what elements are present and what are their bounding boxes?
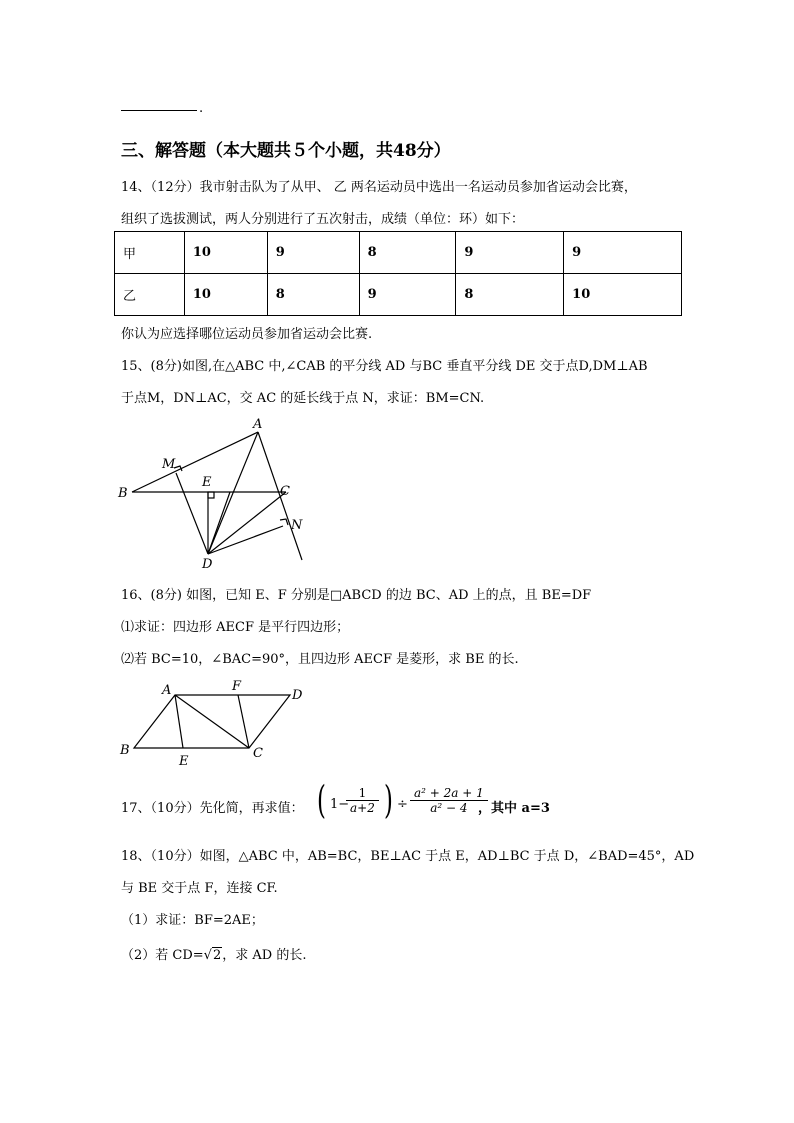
label-E: E <box>179 754 189 769</box>
label-N: N <box>291 518 303 533</box>
q16-part1: ⑴求证：四边形 AECF 是平行四边形； <box>121 620 350 635</box>
label-D: D <box>292 688 303 703</box>
q18-part1: （1）求证：BF=2AE； <box>121 913 264 928</box>
label-A: A <box>253 417 263 432</box>
label-C: C <box>280 484 290 499</box>
q16-part2: ⑵若 BC=10，∠BAC=90°，且四边形 AECF 是菱形，求 BE 的长. <box>121 652 519 667</box>
q14-line2: 组织了选拔测试，两人分别进行了五次射击，成绩（单位：环）如下： <box>121 212 525 227</box>
sqrt-sign: √ <box>203 948 212 963</box>
label-D: D <box>202 557 213 570</box>
score-cell: 9 <box>564 232 682 274</box>
blank-period: . <box>199 101 204 116</box>
q14-line1: 14、（12分）我市射击队为了从甲、 乙 两名运动员中选出一名运动员参加省运动会比赛， <box>121 180 637 195</box>
q18-line2: 与 BE 交于点 F，连接 CF. <box>121 881 278 896</box>
section-title: 三、解答题（本大题共５个小题，共48分） <box>121 141 451 161</box>
label-M: M <box>162 457 176 472</box>
score-cell: 10 <box>184 274 267 316</box>
q17-prefix: 17、（10分）先化简，再求值： <box>121 801 304 816</box>
table-row <box>115 232 682 274</box>
q14-question: 你认为应选择哪位运动员参加省运动会比赛. <box>121 327 373 342</box>
q17-suffix: ，其中 a=3 <box>478 801 550 816</box>
score-cell: 10 <box>564 274 682 316</box>
label-C: C <box>253 746 263 761</box>
label-B: B <box>118 486 128 501</box>
q18-part2-prefix: （2）若 CD= <box>121 948 204 963</box>
fraction-1-denominator: a+2 <box>350 801 375 815</box>
label-E: E <box>202 475 212 490</box>
score-table <box>114 231 682 316</box>
right-paren: ) <box>383 778 393 822</box>
score-cell: 8 <box>456 274 564 316</box>
q15-line2: 于点M，DN⊥AC，交 AC 的延长线于点 N，求证：BM=CN. <box>121 391 485 406</box>
fraction-1-numerator: 1 <box>358 786 367 800</box>
fraction-2 <box>410 786 488 815</box>
q15-line1: 15、(8分)如图,在△ABC 中,∠CAB 的平分线 AD 与BC 垂直平分线 DE 交于点D,DM⊥AB <box>121 359 648 374</box>
fraction-2-numerator: a² + 2a + 1 <box>414 786 484 800</box>
division-sign: ÷ <box>397 797 408 812</box>
q18-part2-suffix: ，求 AD 的长. <box>222 948 307 963</box>
athlete-name: 乙 <box>115 274 185 316</box>
q15-figure <box>110 410 310 570</box>
sqrt-argument: 2 <box>212 948 222 963</box>
left-paren: ( <box>316 778 326 822</box>
fraction-2-denominator: a² − 4 <box>430 801 468 815</box>
q16-line1: 16、(8分) 如图，已知 E、F 分别是□ABCD 的边 BC、AD 上的点，且 BE=DF <box>121 588 592 603</box>
label-F: F <box>232 679 242 694</box>
sqrt-expression <box>204 948 223 963</box>
q18-part2 <box>121 944 306 963</box>
answer-blank-line <box>121 110 197 111</box>
q16-figure <box>110 675 320 770</box>
label-B: B <box>120 743 130 758</box>
fraction-1 <box>346 786 379 815</box>
score-cell: 9 <box>267 232 359 274</box>
score-cell: 8 <box>359 232 456 274</box>
table-row <box>115 274 682 316</box>
score-cell: 8 <box>267 274 359 316</box>
one-minus: 1− <box>330 797 350 812</box>
score-cell: 9 <box>456 232 564 274</box>
athlete-name: 甲 <box>115 232 185 274</box>
score-cell: 10 <box>184 232 267 274</box>
score-cell: 9 <box>359 274 456 316</box>
label-A: A <box>162 683 172 698</box>
q18-line1: 18、（10分）如图，△ABC 中，AB=BC，BE⊥AC 于点 E，AD⊥BC 于点 D，∠BAD=45°，AD <box>121 849 695 864</box>
